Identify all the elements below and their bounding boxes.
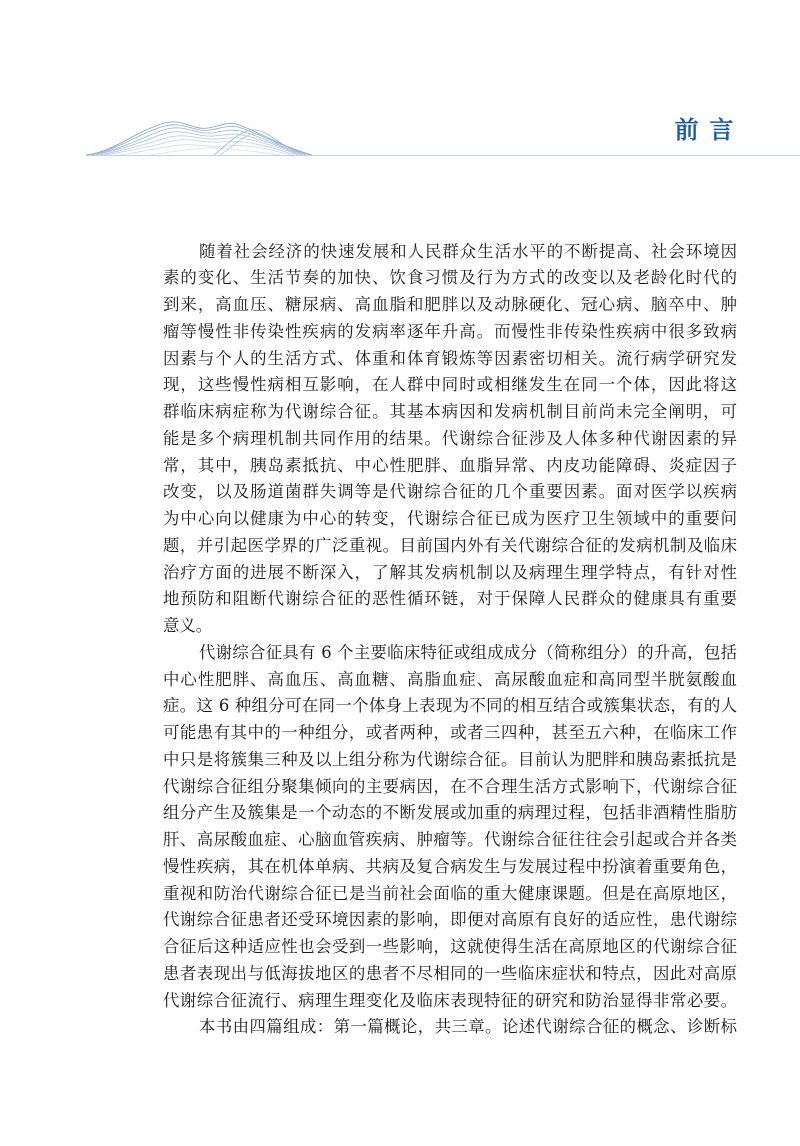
text-line: 患者表现出与低海拔地区的患者不尽相同的一些临床症状和特点，因此对高原 — [163, 963, 737, 983]
text-line: 代谢综合征流行、病理生理变化及临床表现特征的研究和防治显得非常必要。 — [163, 990, 737, 1010]
text-line: 到来，高血压、糖尿病、高血脂和肥胖以及动脉硬化、冠心病、脑卒中、肿 — [163, 295, 737, 315]
text-line: 慢性疾病，其在机体单病、共病及复合病发生与发展过程中扮演着重要角色， — [163, 856, 737, 876]
text-line: 地预防和阻断代谢综合征的恶性循环链，对于保障人民群众的健康具有重要 — [163, 589, 737, 609]
text-line: 代谢综合征患者还受环境因素的影响，即便对高原有良好的适应性，患代谢综 — [163, 910, 737, 930]
paragraph — [163, 239, 737, 640]
paragraph — [163, 1014, 737, 1041]
text-line: 代谢综合征组分聚集倾向的主要病因，在不合理生活方式影响下，代谢综合征 — [163, 776, 737, 796]
text-line: 症。这 6 种组分可在同一个体身上表现为不同的相互结合或簇集状态，有的人 — [163, 696, 737, 716]
text-line: 治疗方面的进展不断深入，了解其发病机制以及病理生理学特点，有针对性 — [163, 562, 737, 582]
text-line: 可能患有其中的一种组分，或者两种，或者三四种，甚至五六种，在临床工作 — [163, 723, 737, 743]
text-line: 现，这些慢性病相互影响，在人群中同时或相继发生在同一个体，因此将这 — [163, 375, 737, 395]
body-text — [163, 239, 737, 1042]
text-line: 随着社会经济的快速发展和人民群众生活水平的不断提高、社会环境因 — [199, 241, 737, 261]
text-line: 意义。 — [163, 616, 213, 636]
text-line: 群临床病症称为代谢综合征。其基本病因和发病机制目前尚未完全阐明，可 — [163, 402, 737, 422]
text-line: 题，并引起医学界的广泛重视。目前国内外有关代谢综合征的发病机制及临床 — [163, 535, 737, 555]
text-line: 肝、高尿酸血症、心脑血管疾病、肿瘤等。代谢综合征往往会引起或合并各类 — [163, 830, 737, 850]
text-line: 中只是将簇集三种及以上组分称为代谢综合征。目前认为肥胖和胰岛素抵抗是 — [163, 749, 737, 769]
text-line: 合征后这种适应性也会受到一些影响，这就使得生活在高原地区的代谢综合征 — [163, 937, 737, 957]
paragraph — [163, 640, 737, 1015]
text-line: 本书由四篇组成：第一篇概论，共三章。论述代谢综合征的概念、诊断标 — [199, 1017, 737, 1037]
text-line: 因素与个人的生活方式、体重和体育锻炼等因素密切相关。流行病学研究发 — [163, 348, 737, 368]
text-line: 能是多个病理机制共同作用的结果。代谢综合征涉及人体多种代谢因素的异 — [163, 428, 737, 448]
text-line: 改变，以及肠道菌群失调等是代谢综合征的几个重要因素。面对医学以疾病 — [163, 482, 737, 502]
text-line: 素的变化、生活节奏的加快、饮食习惯及行为方式的改变以及老龄化时代的 — [163, 268, 737, 288]
text-line: 代谢综合征具有 6 个主要临床特征或组成成分（简称组分）的升高，包括 — [199, 642, 737, 662]
text-line: 组分产生及簇集是一个动态的不断发展或加重的病理过程，包括非酒精性脂肪 — [163, 803, 737, 823]
text-line: 常，其中，胰岛素抵抗、中心性肥胖、血脂异常、内皮功能障碍、炎症因子 — [163, 455, 737, 475]
text-line: 中心性肥胖、高血压、高血糖、高脂血症、高尿酸血症和高同型半胱氨酸血 — [163, 669, 737, 689]
text-line: 瘤等慢性非传染性疾病的发病率逐年升高。而慢性非传染性疾病中很多致病 — [163, 321, 737, 341]
text-line: 重视和防治代谢综合征已是当前社会面临的重大健康课题。但是在高原地区， — [163, 883, 737, 903]
text-line: 为中心向以健康为中心的转变，代谢综合征已成为医疗卫生领域中的重要问 — [163, 509, 737, 529]
page-title: 前言 — [674, 116, 745, 144]
